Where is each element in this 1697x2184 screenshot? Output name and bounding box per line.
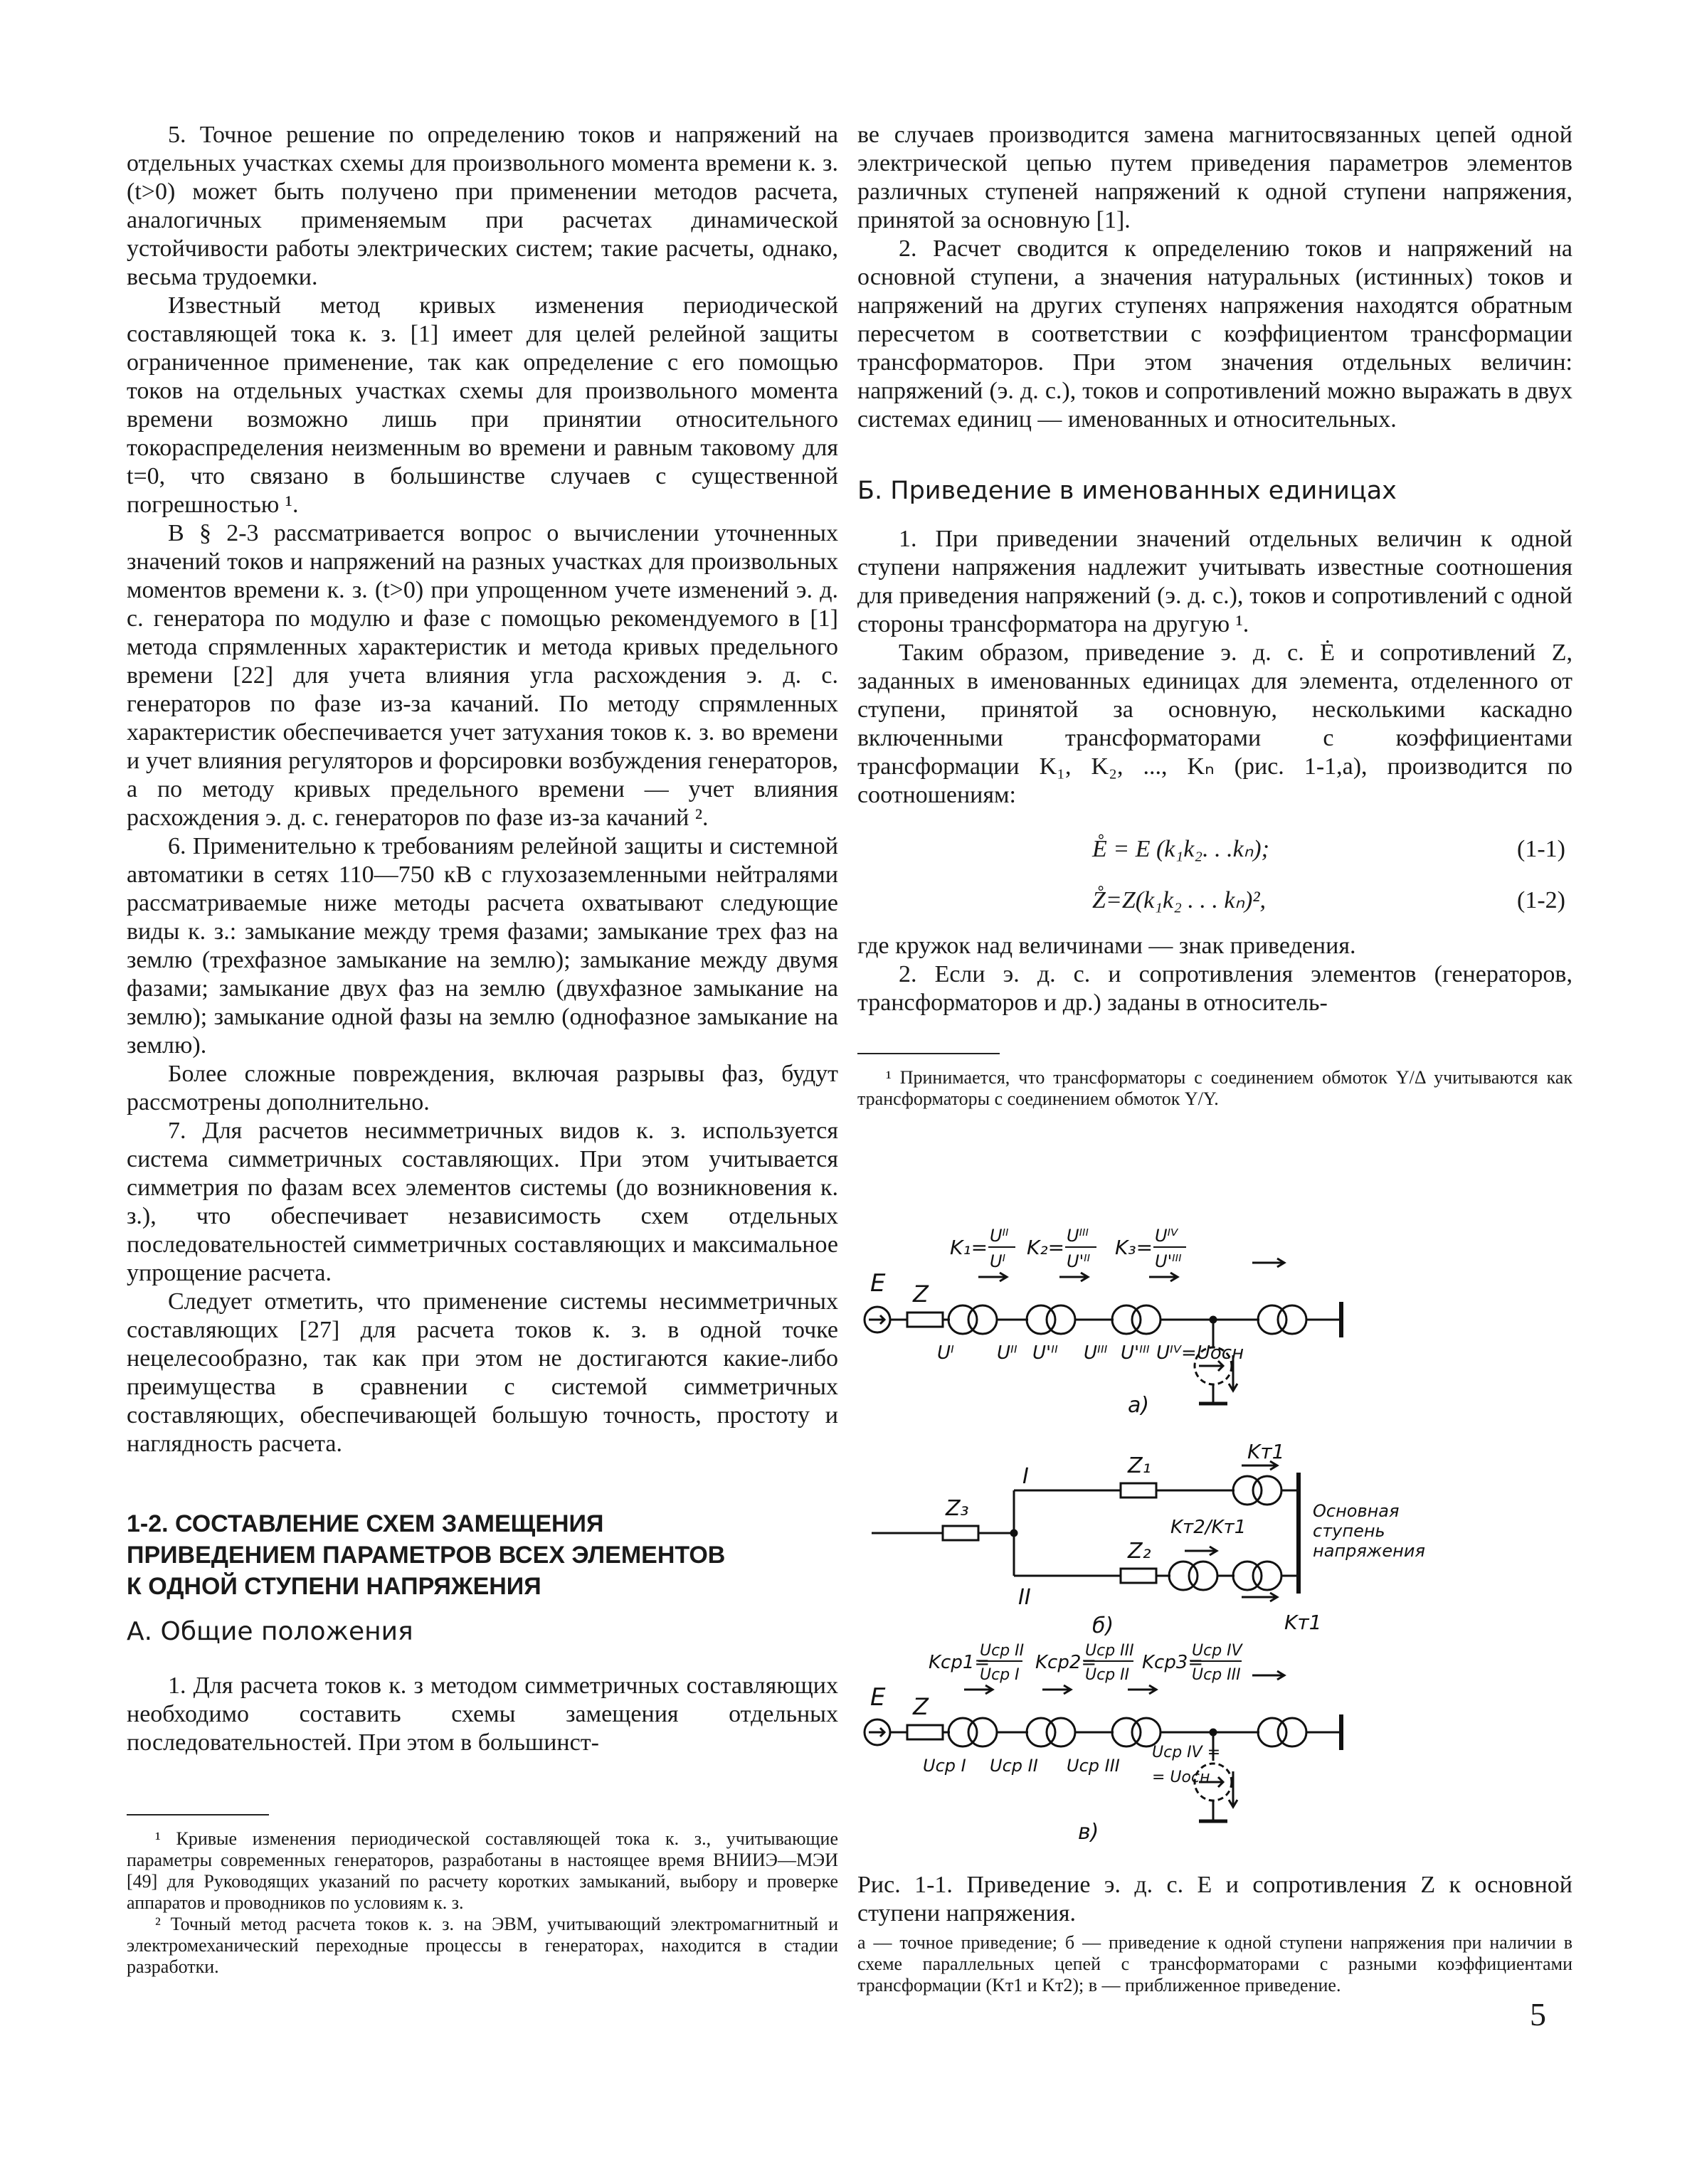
figure-caption (857, 1871, 1572, 1996)
subsection-heading-b: Б. Приведение в именованных единицах (857, 477, 1397, 505)
diagram-a (865, 1226, 1341, 1418)
footnote: ¹ Принимается, что трансформаторы с соединением обмоток Y/Δ учитываются как трансформаторы с соединением обмоток Y/Y. (857, 1067, 1572, 1109)
impedance-icon (907, 1313, 943, 1327)
caption-title: Рис. 1-1. Приведение э. д. с. E и сопротивления Z к основной ступени напряжения. (857, 1872, 1572, 1926)
svg-text:E: E (870, 1683, 886, 1712)
section-heading: 1-2. СОСТАВЛЕНИЕ СХЕМ ЗАМЕЩЕНИЯ ПРИВЕДЕНИЕМ ПАРАМЕТРОВ ВСЕХ ЭЛЕМЕНТОВ К ОДНОЙ СТУПЕНИ НАПРЯЖЕНИЯ (127, 1510, 726, 1600)
impedance-label: Z (913, 1281, 929, 1308)
paragraph: 1. При приведении значений отдельных величин к одной ступени напряжения надлежит учитывать известные соотношения для приведения напряжений (э. д. с.), токов и сопротивлений с одной стороны трансформатора на другую ¹. (857, 526, 1572, 637)
paragraph: 7. Для расчетов несимметричных видов к. з. используется система симметричных составляющих. При этом учитывается симметрия по фазам всех элементов системы (до возникновения к. з.), что обеспечивает независимость схем отдельных последовательностей симметричных составляющих и максимальное упрощение расчета. (127, 1118, 838, 1286)
main-stage-label: Основная ступень напряжения (1313, 1501, 1425, 1561)
paragraph: 6. Применительно к требованиям релейной защиты и системной автоматики в сетях 110—750 кВ с глухозаземленными нейтралями рассматриваемые ниже методы расчета охватывают следующие виды к. з.: замыкание между тремя фазами; замыкание трех фаз на землю (трехфазное замыкание на землю); замыкание между двумя фазами; замыкание двух фаз на землю (двухфазное замыкание на землю); замыкание одной фазы на землю (однофазное замыкание на землю). (127, 833, 838, 1059)
paragraph: 2. Если э. д. с. и сопротивления элементов (генераторов, трансформаторов и др.) заданы в относитель- (857, 961, 1572, 1016)
paragraph: 2. Расчет сводится к определению токов и напряжений на основной ступени, а значения натуральных (истинных) токов и напряжений на других ступенях напряжения находятся обратным пересчетом в соответствии с коэффициентом трансформации трансформаторов. При этом значения отдельных величин: напряжений (э. д. с.), токов и сопротивлений можно выражать в двух системах единиц — именованных и относительных. (857, 235, 1572, 433)
voltage-label: Uср III (1067, 1756, 1120, 1776)
impedance-icon (907, 1725, 943, 1739)
svg-text:Z₁: Z₁ (1128, 1453, 1151, 1478)
ratio-k2: K₂= (1027, 1236, 1065, 1259)
paragraph: Известный метод кривых изменения периодической составляющей тока к. з. [1] имеет для целей релейной защиты ограниченное применение, так как определение с его помощью токов на отдельных участках схемы для произвольного момента времени возможно лишь при принятии относительного токораспределения неизменным во времени и равным таковому для t=0, что связано в большинстве случаев с существенной погрешностью ¹. (127, 292, 838, 518)
svg-text:Uср IV: Uср IV (1192, 1642, 1242, 1660)
voltage-label: U'ᴵᴵᴵ (1121, 1342, 1150, 1364)
svg-text:Uср III: Uср III (1085, 1642, 1134, 1660)
paragraph: В § 2-3 рассматривается вопрос о вычислении уточненных значений токов и напряжений на разных участках для произвольных моментов времени к. з. (t>0) при упрощенном учете изменений э. д. с. генератора по модулю и фазе с помощью рекомендуемого в [1] метода спрямленных характеристик и метода кривых предельного времени [22] для учета влияния угла расхождения э. д. с. генераторов по фазе из-за качаний. По методу спрямленных характеристик обеспечивается учет затухания токов к. з. во времени и учет влияния регуляторов и форсировки возбуждения генераторов, а по методу кривых предельного времени — учет влияния расхождения э. д. с. генераторов по фазе из-за качаний ². (127, 520, 838, 831)
svg-text:Z: Z (913, 1693, 929, 1720)
ratio-label: Kт2/Kт1 (1170, 1517, 1247, 1538)
svg-text:Uср III: Uср III (1192, 1666, 1241, 1684)
svg-text:Z₂: Z₂ (1128, 1539, 1151, 1564)
ratio-label: Kт1 (1247, 1440, 1285, 1463)
voltage-label: Uср II (990, 1756, 1038, 1776)
voltage-label: = Uосн (1152, 1769, 1210, 1786)
svg-text:Uср II: Uср II (1085, 1666, 1130, 1684)
formula-number: (1-2) (1517, 887, 1565, 913)
page-number: 5 (1530, 1996, 1546, 2032)
node-label: II (1018, 1585, 1031, 1610)
circuit-diagram (857, 1220, 1576, 1860)
voltage-label: Uср IV = (1152, 1744, 1221, 1761)
svg-text:Z₃: Z₃ (946, 1496, 969, 1521)
paragraph: 1. Для расчета токов к. з методом симметричных составляющих необходимо составить схемы замещения отдельных последовательностей. При этом в большинст- (127, 1673, 838, 1756)
subfigure-label: в) (1078, 1820, 1099, 1845)
node-label: I (1022, 1464, 1029, 1489)
voltage-label: Uᴵⱽ=Uосн (1156, 1342, 1244, 1364)
ratio-kcp2: Kср2= (1035, 1652, 1097, 1673)
subfigure-label: б) (1092, 1613, 1114, 1638)
left-column (127, 121, 838, 1978)
voltage-label: Uᴵᴵᴵ (1084, 1342, 1108, 1364)
paragraph: Более сложные повреждения, включая разрывы фаз, будут рассмотрены дополнительно. (127, 1061, 838, 1115)
subsection-heading-a: А. Общие положения (127, 1617, 413, 1646)
paragraph: Таким образом, приведение э. д. с. Ė и сопротивлений Z, заданных в именованных единицах для элемента, отделенного от ступени, принятой за основную, несколькими каскадно включенными трансформаторами с коэффициентами трансформации K₁, K₂, ..., Kₙ (рис. 1-1,а), производится по соотношениям: (857, 640, 1572, 808)
voltage-label: Uср I (923, 1756, 966, 1776)
svg-text:Uср II: Uср II (980, 1642, 1025, 1660)
svg-text:Uᴵᴵ: Uᴵᴵ (990, 1226, 1009, 1246)
impedance-icon (943, 1526, 978, 1540)
paragraph: Следует отметить, что применение системы несимметричных составляющих [27] для расчета токов к. з. в одной точке нецелесообразно, так как при этом не достигаются какие-либо преимущества в сравнении с системой симметричных составляющих, обеспечивающей большую точность, простоту и наглядность расчета. (127, 1288, 838, 1457)
paragraph: 5. Точное решение по определению токов и напряжений на отдельных участках схемы для произвольного момента времени к. з. (t>0) может быть получено при применении методов расчета, аналогичных применяемым при расчетах динамической устойчивости работы электрических систем; такие расчеты, однако, весьма трудоемки. (127, 122, 838, 290)
ratio-k1: K₁= (950, 1236, 988, 1259)
voltage-label: Uᴵ (937, 1342, 954, 1364)
figure-1-1 (857, 1220, 1576, 1860)
svg-text:U'ᴵᴵ: U'ᴵᴵ (1067, 1251, 1091, 1271)
formula-1-1 (857, 835, 1572, 864)
ratio-kcp1: Kср1= (929, 1652, 990, 1673)
subfigure-label: а) (1128, 1393, 1150, 1418)
svg-text:Uᴵᴵᴵ: Uᴵᴵᴵ (1067, 1226, 1089, 1246)
emf-label: E (870, 1269, 886, 1298)
ratio-kcp3: Kср3= (1142, 1652, 1204, 1673)
right-column (857, 121, 1572, 1110)
impedance-icon (1121, 1569, 1156, 1583)
footnote: ¹ Кривые изменения периодической составляющей тока к. з., учитывающие параметры современных генераторов, разработаны в настоящее время ВНИИЭ—МЭИ [49] для Руководящих указаний по расчету коротких замыканий, выбору и проверке аппаратов и проводников по условиям к. з. (127, 1828, 838, 1913)
impedance-icon (1121, 1483, 1156, 1497)
voltage-label: U'ᴵᴵ (1032, 1342, 1058, 1364)
paragraph: ве случаев производится замена магнитосвязанных цепей одной электрической цепью путем приведения параметров элементов различных ступеней напряжений к одной ступени напряжения, принятой за основную [1]. (857, 122, 1572, 233)
ratio-k3: K₃= (1115, 1236, 1153, 1259)
svg-text:U'ᴵᴵᴵ: U'ᴵᴵᴵ (1155, 1251, 1182, 1271)
ratio-label: Kт1 (1284, 1611, 1322, 1634)
caption-description: а — точное приведение; б — приведение к одной ступени напряжения при наличии в схеме параллельных цепей с трансформаторами с разными коэффициентами трансформации (Kт1 и Kт2); в — приближенное приведение. (857, 1932, 1572, 1995)
footnotes (857, 1067, 1572, 1110)
formula-number: (1-1) (1517, 836, 1565, 862)
footnotes (127, 1828, 838, 1978)
paragraph: где кружок над величинами — знак приведения. (857, 933, 1356, 959)
diagram-b (872, 1440, 1455, 1638)
voltage-label: Uᴵᴵ (997, 1342, 1017, 1364)
formula-expression: E̊ = E (k₁k₂. . .kₙ); (1092, 836, 1269, 862)
diagram-c (865, 1642, 1341, 1845)
svg-text:Uср I: Uср I (980, 1666, 1020, 1684)
footnote: ² Точный метод расчета токов к. з. на ЭВМ, учитывающий электромагнитный и электромеханический переходные процессы в генераторах, находится в стадии разработки. (127, 1914, 838, 1977)
formula-1-2 (857, 886, 1572, 915)
formula-expression: Z̊=Z(k₁k₂ . . . kₙ)², (1092, 887, 1267, 913)
svg-text:Uᴵ: Uᴵ (990, 1251, 1006, 1271)
svg-text:Uᴵⱽ: Uᴵⱽ (1155, 1226, 1178, 1246)
